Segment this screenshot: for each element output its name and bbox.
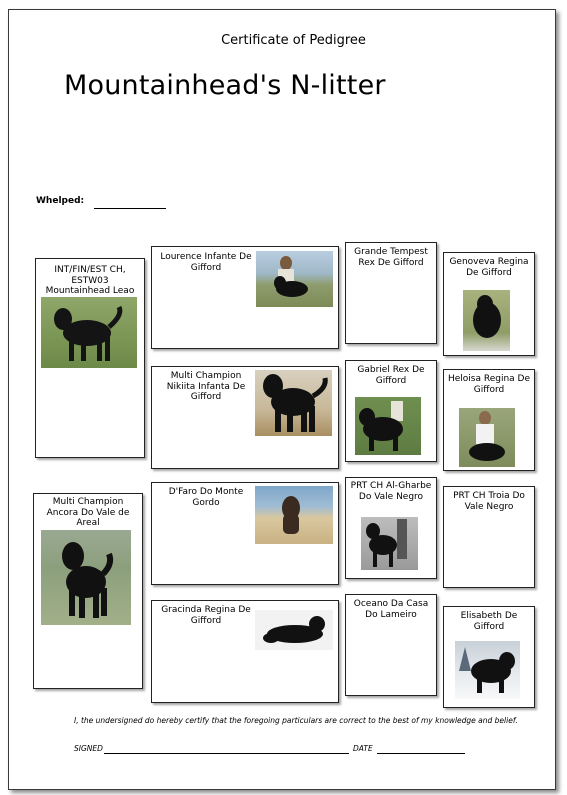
- pedigree-box-dds: [345, 594, 437, 696]
- dss-photo: [361, 517, 418, 570]
- dss-name: PRT CH Al-Gharbe Do Vale Negro: [350, 481, 432, 502]
- dam-dam-photo: [255, 610, 333, 650]
- pedigree-box-sire-sire: [151, 246, 339, 349]
- sire-dam-name: Multi Champion Nikiita Infanta De Gifford: [166, 371, 246, 402]
- sire-sire-photo: [256, 251, 333, 307]
- pedigree-box-dam-dam: [151, 600, 339, 703]
- dds-name: Oceano Da Casa Do Lameiro: [353, 599, 429, 620]
- sdd-name: Heloisa Regina De Gifford: [447, 374, 531, 395]
- sire-name: INT/FIN/EST CH, ESTW03 Mountainhead Leao: [45, 265, 135, 296]
- certificate-subtitle: Certificate of Pedigree: [221, 33, 366, 48]
- sire-photo: [41, 297, 137, 368]
- sss-name: Grande Tempest Rex De Gifford: [354, 247, 428, 268]
- ssd-photo: [463, 290, 510, 351]
- ddd-photo: [455, 641, 520, 699]
- sdd-photo: [459, 408, 515, 467]
- signature-line: [104, 753, 349, 754]
- litter-title: Mountainhead's N-litter: [64, 70, 386, 101]
- pedigree-box-dam: [33, 493, 143, 689]
- dsd-name: PRT CH Troia Do Vale Negro: [453, 491, 525, 512]
- whelped-blank-line: [94, 208, 166, 209]
- certification-statement: I, the undersigned do hereby certify that the foregoing particulars are correct to the best of my knowledge and belief.: [74, 716, 518, 725]
- pedigree-box-sds: [345, 360, 437, 462]
- ddd-name: Elisabeth De Gifford: [460, 611, 518, 632]
- signed-label: SIGNED: [74, 744, 103, 753]
- pedigree-box-sss: [345, 242, 437, 344]
- pedigree-box-dss: [345, 477, 437, 579]
- sire-sire-name: Lourence Infante De Gifford: [160, 252, 252, 273]
- whelped-label: Whelped:: [36, 196, 85, 206]
- pedigree-box-ssd: [443, 252, 535, 356]
- pedigree-box-dam-sire: [151, 482, 339, 585]
- dam-photo: [41, 530, 131, 625]
- ssd-name: Genoveva Regina De Gifford: [449, 257, 529, 278]
- sds-name: Gabriel Rex De Gifford: [357, 365, 425, 386]
- sds-photo: [355, 397, 421, 455]
- pedigree-box-sire-dam: [151, 366, 339, 469]
- date-label: DATE: [353, 744, 373, 753]
- dam-name: Multi Champion Ancora Do Vale de Areal: [46, 497, 130, 528]
- sire-dam-photo: [255, 370, 332, 436]
- pedigree-box-sire: [35, 258, 145, 458]
- date-line: [377, 753, 465, 754]
- dam-sire-name: D'Faro Do Monte Gordo: [168, 487, 244, 508]
- pedigree-box-dsd: [443, 486, 535, 588]
- dam-dam-name: Gracinda Regina De Gifford: [161, 605, 251, 626]
- pedigree-box-sdd: [443, 369, 535, 471]
- pedigree-box-ddd: [443, 606, 535, 708]
- dam-sire-photo: [255, 486, 333, 544]
